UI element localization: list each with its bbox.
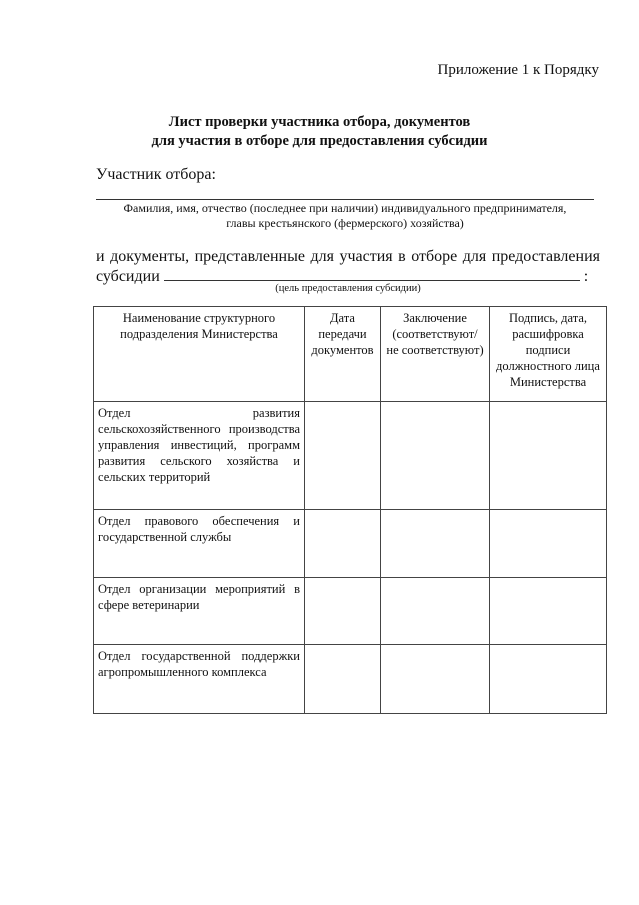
participant-label: Участник отбора:	[96, 166, 216, 183]
signature-cell[interactable]	[490, 645, 607, 714]
date-cell[interactable]	[305, 578, 381, 645]
department-name: Отдел развития сельскохозяйственного производства управления инвестиций, программ развития сельского хозяйства и сельских территорий	[94, 402, 305, 510]
table-row	[94, 510, 607, 578]
header-signature: Подпись, дата, расшифровка подписи должностного лица Министерства	[490, 307, 607, 402]
table-row	[94, 578, 607, 645]
date-cell[interactable]	[305, 402, 381, 510]
conclusion-cell[interactable]	[381, 510, 490, 578]
participant-caption	[96, 201, 594, 231]
signature-cell[interactable]	[490, 402, 607, 510]
participant-caption-line-1: Фамилия, имя, отчество (последнее при наличии) индивидуального предпринимателя,	[123, 201, 567, 215]
documents-suffix: :	[583, 268, 589, 285]
purpose-fill-line[interactable]	[164, 266, 580, 281]
documents-text-line-1: и документы, представленные для участия в отборе для предоставления	[96, 248, 600, 265]
department-name: Отдел государственной поддержки агропромышленного комплекса	[94, 645, 305, 714]
documents-prefix: субсидии	[96, 268, 160, 285]
participant-fill-line[interactable]	[96, 199, 594, 200]
conclusion-cell[interactable]	[381, 645, 490, 714]
title-line-1: Лист проверки участника отбора, документов	[168, 114, 471, 130]
document-title	[0, 113, 639, 151]
check-table	[93, 306, 607, 714]
date-cell[interactable]	[305, 510, 381, 578]
signature-cell[interactable]	[490, 510, 607, 578]
conclusion-cell[interactable]	[381, 578, 490, 645]
header-date: Дата передачи документов	[305, 307, 381, 402]
header-conclusion: Заключение (соответствуют/ не соответствуют)	[381, 307, 490, 402]
date-cell[interactable]	[305, 645, 381, 714]
participant-caption-line-2: главы крестьянского (фермерского) хозяйства)	[226, 216, 464, 230]
title-line-2: для участия в отборе для предоставления субсидии	[151, 133, 488, 149]
purpose-caption: (цель предоставления субсидии)	[275, 283, 421, 294]
header-department: Наименование структурного подразделения Министерства	[94, 307, 305, 402]
department-name: Отдел организации мероприятий в сфере ветеринарии	[94, 578, 305, 645]
table-row	[94, 402, 607, 510]
conclusion-cell[interactable]	[381, 402, 490, 510]
table-row	[94, 645, 607, 714]
department-name: Отдел правового обеспечения и государственной службы	[94, 510, 305, 578]
table-header-row	[94, 307, 607, 402]
signature-cell[interactable]	[490, 578, 607, 645]
appendix-reference: Приложение 1 к Порядку	[437, 62, 599, 78]
